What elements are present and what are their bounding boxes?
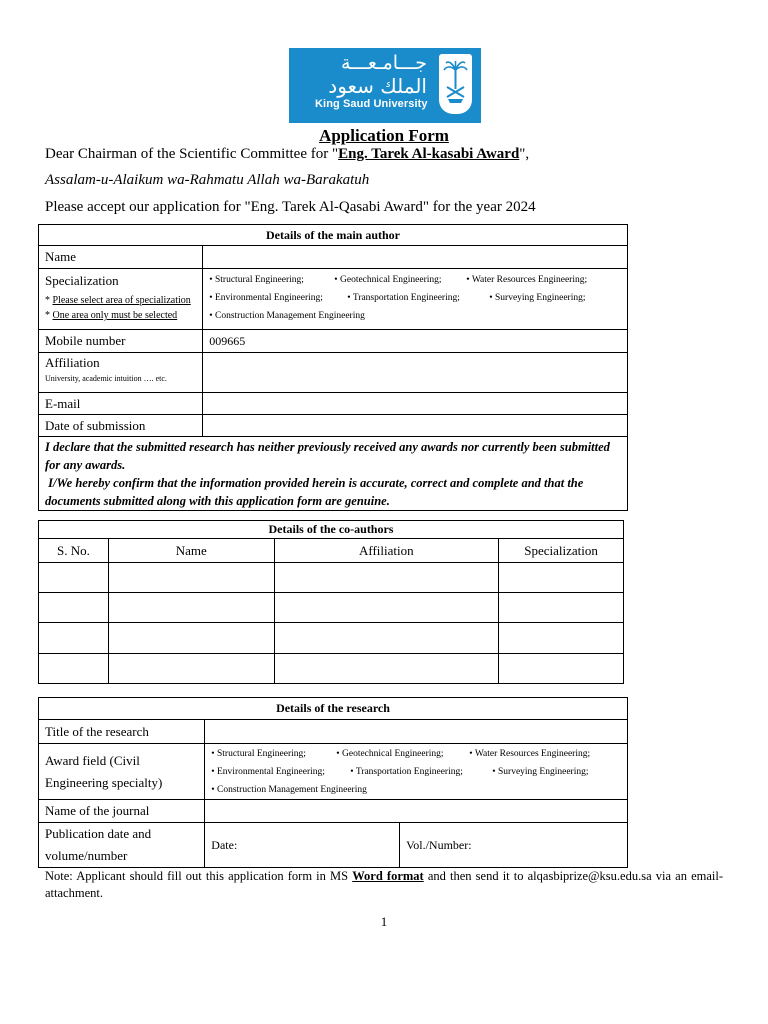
- cell[interactable]: [108, 593, 274, 623]
- publication-label: Publication date and volume/number: [39, 823, 205, 868]
- option-construction-management[interactable]: • Construction Management Engineering: [209, 311, 365, 321]
- journal-field[interactable]: [205, 800, 628, 823]
- option-transportation[interactable]: • Transportation Engineering;: [347, 293, 460, 303]
- cell[interactable]: [39, 654, 109, 684]
- option-structural[interactable]: • Structural Engineering;: [211, 749, 306, 759]
- award-options-row-1: [211, 745, 621, 763]
- spec-note-1-text: Please select area of specialization: [52, 295, 191, 306]
- option-environmental[interactable]: • Environmental Engineering;: [209, 293, 323, 303]
- col-name: Name: [108, 539, 274, 563]
- declaration-2: I/We hereby confirm that the information provided herein is accurate, correct and complete and that the documents submitted along with this application form are genuine.: [45, 476, 587, 508]
- email-field[interactable]: [203, 393, 628, 415]
- date-of-submission-label: Date of submission: [39, 415, 203, 437]
- option-construction-management[interactable]: • Construction Management Engineering: [211, 785, 367, 795]
- affiliation-cell: [39, 353, 203, 393]
- note-paragraph: [45, 868, 723, 902]
- affiliation-note: University, academic intuition …. etc.: [45, 374, 167, 383]
- salutation-suffix: ",: [519, 146, 530, 162]
- declaration-1: I declare that the submitted research has neither previously received any awards nor currently been submitted for any awards.: [45, 440, 610, 472]
- name-field[interactable]: [203, 246, 628, 269]
- cell[interactable]: [39, 623, 109, 654]
- logo-arabic-line1: جـــامـعـــة: [340, 52, 427, 74]
- cell[interactable]: [39, 563, 109, 593]
- option-surveying[interactable]: • Surveying Engineering;: [492, 767, 589, 777]
- date-of-submission-field[interactable]: [203, 415, 628, 437]
- col-specialization: Specialization: [499, 539, 624, 563]
- spec-note-2-text: One area only must be selected: [52, 310, 178, 321]
- cell[interactable]: [108, 563, 274, 593]
- research-table: [38, 697, 628, 868]
- cell[interactable]: [274, 593, 499, 623]
- col-sno: S. No.: [39, 539, 109, 563]
- option-geotechnical[interactable]: • Geotechnical Engineering;: [336, 749, 444, 759]
- table-row: [39, 654, 624, 684]
- publication-date-field[interactable]: Date:: [205, 823, 400, 868]
- option-water-resources[interactable]: • Water Resources Engineering;: [469, 749, 591, 759]
- name-label: Name: [39, 246, 203, 269]
- research-title-label: Title of the research: [39, 720, 205, 744]
- mobile-label: Mobile number: [39, 330, 203, 353]
- main-author-header: Details of the main author: [39, 225, 628, 246]
- cell[interactable]: [274, 563, 499, 593]
- palm-emblem-icon: [439, 54, 472, 114]
- cell[interactable]: [108, 623, 274, 654]
- cell[interactable]: [39, 593, 109, 623]
- option-transportation[interactable]: • Transportation Engineering;: [350, 767, 463, 777]
- main-author-table: [38, 224, 628, 511]
- cell[interactable]: [499, 593, 624, 623]
- table-row: [39, 623, 624, 654]
- option-surveying[interactable]: • Surveying Engineering;: [489, 293, 586, 303]
- volume-number-field[interactable]: Vol./Number:: [400, 823, 628, 868]
- option-environmental[interactable]: • Environmental Engineering;: [211, 767, 325, 777]
- affiliation-field[interactable]: [203, 353, 628, 393]
- note-prefix: Note: Applicant should fill out this application form in MS: [45, 869, 353, 883]
- research-header: Details of the research: [39, 698, 628, 720]
- salutation-prefix: Dear Chairman of the Scientific Committee for ": [45, 146, 339, 162]
- table-row: [39, 593, 624, 623]
- specialization-options: [203, 269, 628, 330]
- award-options-row-2: [211, 763, 621, 781]
- award-field-label: Award field (Civil Engineering specialty): [39, 744, 205, 800]
- spec-options-row-2: [209, 289, 621, 307]
- logo-arabic-line2: الملك سعود: [328, 74, 427, 98]
- affiliation-label: Affiliation: [45, 355, 100, 370]
- page-number: 1: [380, 914, 388, 929]
- option-water-resources[interactable]: • Water Resources Engineering;: [466, 275, 588, 285]
- coauthors-table: [38, 520, 624, 684]
- greeting-line: Assalam-u-Alaikum wa-Rahmatu Allah wa-Barakatuh: [45, 172, 370, 188]
- declaration-cell: [39, 437, 628, 511]
- spec-note-2: [45, 310, 196, 321]
- award-name: Eng. Tarek Al-kasabi Award: [338, 146, 520, 162]
- university-logo: [289, 48, 481, 123]
- spec-note-2-star: *: [45, 310, 53, 321]
- journal-label: Name of the journal: [39, 800, 205, 823]
- cell[interactable]: [499, 563, 624, 593]
- col-affiliation: Affiliation: [274, 539, 499, 563]
- option-structural[interactable]: • Structural Engineering;: [209, 275, 304, 285]
- mobile-field[interactable]: 009665: [203, 330, 628, 353]
- spec-options-row-1: [209, 271, 621, 289]
- spec-options-row-3: [209, 307, 621, 325]
- logo-english-name: King Saud University: [315, 98, 428, 110]
- specialization-label: Specialization: [45, 273, 119, 288]
- award-options-row-3: [211, 781, 621, 799]
- page-title: Application Form: [319, 126, 449, 145]
- cell[interactable]: [274, 654, 499, 684]
- note-suffix: and then send it to alqasbiprize@ksu.edu.sa via an email-attachment.: [45, 869, 723, 900]
- cell[interactable]: [274, 623, 499, 654]
- request-line: Please accept our application for "Eng. Tarek Al-Qasabi Award" for the year 2024: [45, 199, 536, 215]
- award-field-options: [205, 744, 628, 800]
- table-row: [39, 563, 624, 593]
- option-geotechnical[interactable]: • Geotechnical Engineering;: [334, 275, 442, 285]
- salutation-line: [45, 146, 529, 163]
- spec-note-1-star: *: [45, 295, 53, 306]
- coauthors-header: Details of the co-authors: [39, 521, 624, 539]
- cell[interactable]: [499, 623, 624, 654]
- cell[interactable]: [108, 654, 274, 684]
- specialization-cell: [39, 269, 203, 330]
- spec-note-1: [45, 295, 196, 306]
- note-word-format: Word format: [352, 869, 424, 883]
- cell[interactable]: [499, 654, 624, 684]
- research-title-field[interactable]: [205, 720, 628, 744]
- email-label: E-mail: [39, 393, 203, 415]
